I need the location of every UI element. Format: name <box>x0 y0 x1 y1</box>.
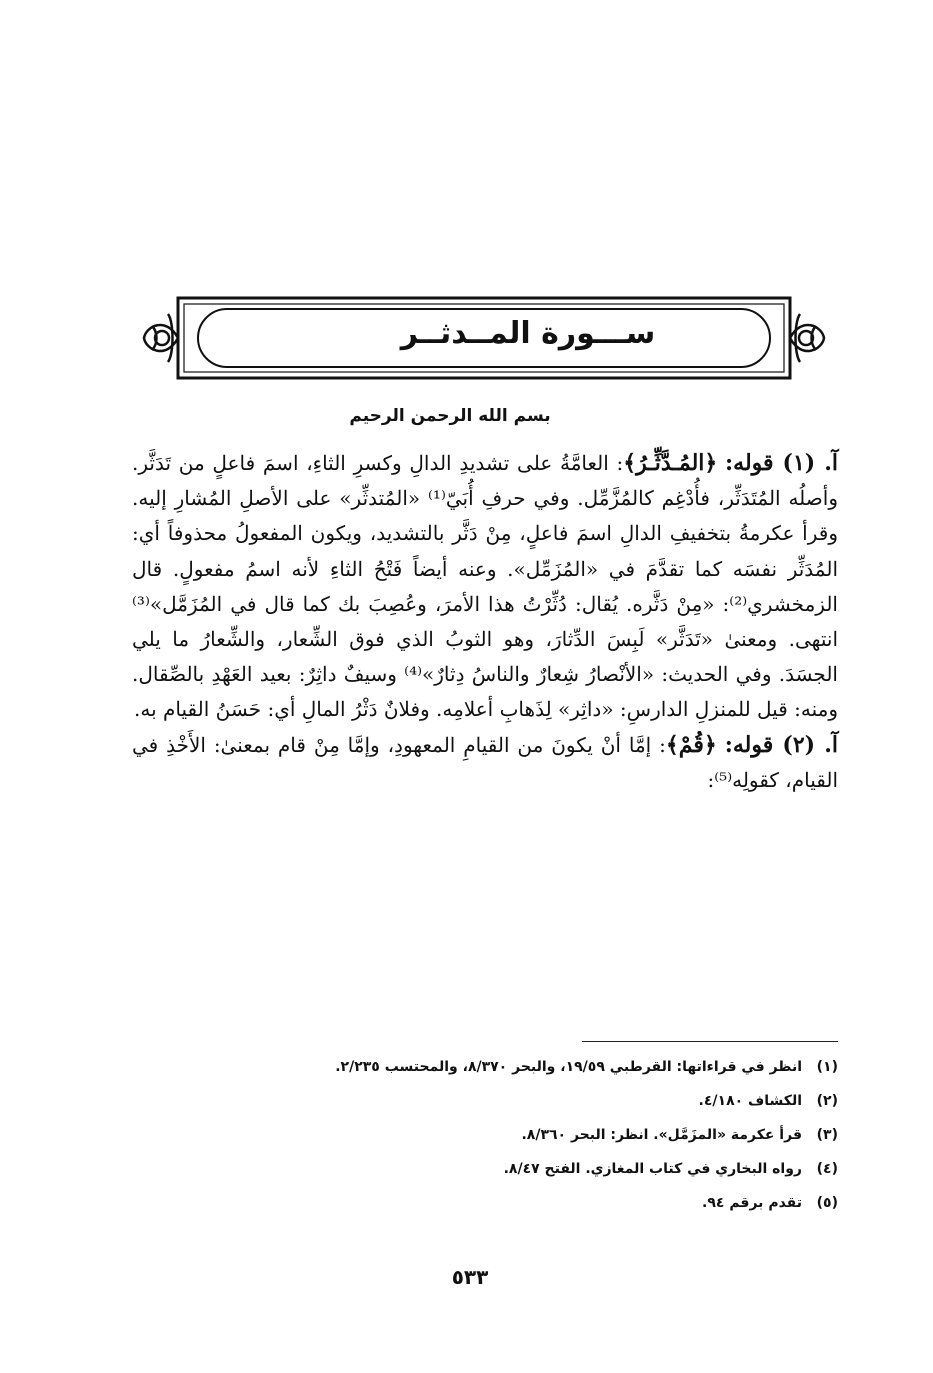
basmala: بسم الله الرحمن الرحيم <box>349 406 551 426</box>
quoted-verse: ﴿قُمْ﴾ <box>665 731 717 758</box>
page-number: ٥٣٣ <box>451 1265 489 1289</box>
footnote-number: (٥) <box>816 1195 838 1211</box>
footnote-number: (١) <box>816 1059 838 1075</box>
right-ornament-icon <box>790 314 824 362</box>
footnote-item <box>130 1186 838 1220</box>
left-ornament-icon <box>144 314 178 362</box>
footnote-item <box>130 1084 838 1118</box>
verse-label: آ. (٢) قوله: <box>724 731 839 758</box>
footnote-text: رواه البخاري في كتاب المغازي. الفتح ٨/٤٧. <box>503 1161 802 1177</box>
footnote-number: (٤) <box>816 1161 838 1177</box>
surah-title: ســـورة المــدثــر <box>400 316 656 351</box>
footnote-number: (٢) <box>816 1093 838 1109</box>
commentary-text: : إمَّا أنْ يكونَ من القيامِ المعهودِ، وإمَّا مِنْ قام بمعنىٰ: الأَخْذِ في القيام، كقولِه⁽⁵⁾: <box>132 732 838 792</box>
footnotes <box>130 1050 838 1220</box>
quoted-verse: ﴿المُـدَّثِّـرُ﴾ <box>623 450 718 476</box>
surah-banner <box>138 296 830 380</box>
verse-commentary-1 <box>132 446 838 728</box>
verse-label: آ. (١) قوله: <box>725 450 839 476</box>
footnote-item <box>130 1152 838 1186</box>
footnote-divider <box>582 1041 838 1042</box>
footnote-item <box>130 1050 838 1084</box>
footnote-text: تقدم برقم ٩٤. <box>702 1195 802 1211</box>
footnote-text: قرأ عكرمة «المزَمَّل». انظر: البحر ٨/٣٦٠. <box>521 1127 802 1143</box>
commentary-text: : العامَّةُ على تشديدِ الدالِ وكسرِ الثاءِ، اسمَ فاعلٍ من تَدَثَّر. وأصلُه المُتَدَثِّر، فأُدْغِم كالمُزَّمِّل. وفي حرفِ أُبَيّ⁽¹⁾ «المُتدثِّر» على الأصلِ المُشارِ إليه. وقرأ عكرمةُ بتخفيفِ الدالِ اسمَ فاعلٍ، مِنْ دَثَّر بالتشديد، ويكون المفعولُ محذوفاً أي: المُدَثِّر نفسَه كما تقدَّمَ في «المُزَمِّل». وعنه أيضاً فَتْحُ الثاءِ لأنه اسمُ مفعولٍ. قال الزمخشري⁽²⁾: «مِنْ دَثَّره. يُقال: دُثِّرْتُ هذا الأمرَ، وعُصِبَ بك كما قال في المُزَمَّل»⁽³⁾ انتهى. ومعنىٰ «تَدَثَّر» لَبِسَ الدِّثارَ، وهو الثوبُ الذي فوق الشِّعار، والشِّعارُ ما يلي الجسَدَ. وفي الحديث: «الأنْصارُ شِعارٌ والناسُ دِثارٌ»⁽⁴⁾ وسيفٌ داثِرٌ: بعيد العَهْدِ بالصِّقال. ومنه: قيل للمنزلِ الدارسِ: «داثِر» لِذَهابِ أعلامِه. وفلانٌ دَثْرُ المالِ أي: حَسَنُ القيام به. <box>132 451 838 722</box>
commentary-body <box>132 446 838 798</box>
footnote-text: الكشاف ٤/١٨٠. <box>698 1093 802 1109</box>
footnote-number: (٣) <box>816 1127 838 1143</box>
footnote-item <box>130 1118 838 1152</box>
footnote-text: انظر في قراءاتها: القرطبي ١٩/٥٩، والبحر ٨/٣٧٠، والمحتسب ٢/٢٣٥. <box>335 1059 802 1075</box>
verse-commentary-2 <box>132 728 838 798</box>
